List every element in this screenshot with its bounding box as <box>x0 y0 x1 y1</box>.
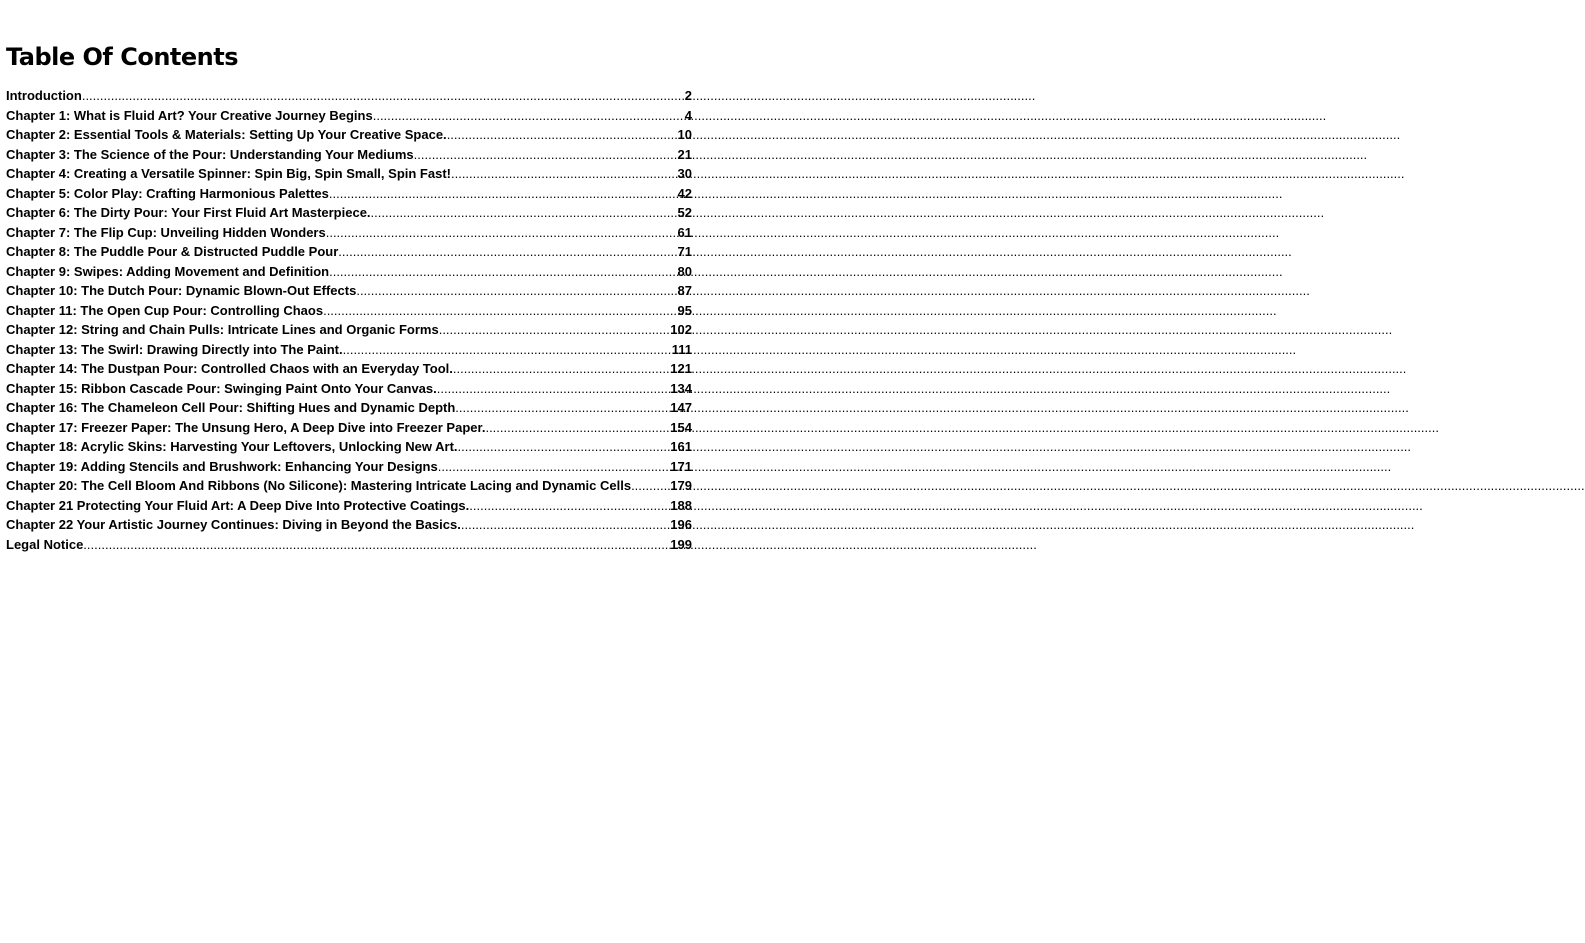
toc-entry-label: Chapter 13: The Swirl: Drawing Directly into The Paint. <box>6 341 343 357</box>
dot-leader <box>461 515 669 535</box>
dot-leader <box>371 203 677 223</box>
toc-entry-chapter-7[interactable] <box>6 223 692 243</box>
toc-entry-chapter-21[interactable] <box>6 496 692 516</box>
dot-leader <box>631 476 669 496</box>
toc-entry-label: Chapter 10: The Dutch Pour: Dynamic Blown-Out Effects <box>6 283 357 298</box>
toc-entry-label: Chapter 19: Adding Stencils and Brushwork: Enhancing Your Designs <box>6 458 438 474</box>
dot-leader <box>329 262 676 282</box>
dot-leader <box>329 184 677 204</box>
toc-entry-introduction[interactable] <box>6 86 692 106</box>
dot-leader <box>451 164 677 184</box>
toc-entry-page: 147 <box>670 400 692 415</box>
dot-leader <box>453 359 669 379</box>
table-of-contents <box>6 86 692 554</box>
toc-entry-label: Chapter 9: Swipes: Adding Movement and Definition <box>6 263 330 279</box>
toc-entry-chapter-1[interactable] <box>6 106 692 126</box>
dot-leader <box>437 379 670 399</box>
toc-entry-page: 61 <box>677 224 692 240</box>
dot-leader <box>439 320 670 340</box>
toc-entry-chapter-13[interactable] <box>6 340 692 360</box>
toc-entry-chapter-15[interactable] <box>6 379 692 399</box>
toc-entry-page: 179 <box>670 478 692 493</box>
toc-entry-chapter-6[interactable] <box>6 203 692 223</box>
dot-leader <box>356 281 676 301</box>
toc-entry-page: 95 <box>677 302 692 318</box>
toc-entry-page: 4 <box>684 107 692 123</box>
toc-entry-label: Chapter 18: Acrylic Skins: Harvesting Your Leftovers, Unlocking New Art. <box>6 439 458 454</box>
toc-entry-label: Chapter 6: The Dirty Pour: Your First Fluid Art Masterpiece. <box>6 205 371 220</box>
toc-entry-chapter-2[interactable] <box>6 125 692 145</box>
toc-entry-chapter-10[interactable] <box>6 281 692 301</box>
toc-entry-page: 154 <box>670 419 692 435</box>
dot-leader <box>326 223 677 243</box>
toc-entry-page: 10 <box>677 127 692 142</box>
page-title: Table Of Contents <box>6 43 238 71</box>
toc-entry-label: Chapter 1: What is Fluid Art? Your Creative Journey Begins <box>6 107 373 123</box>
toc-entry-page: 80 <box>677 263 692 279</box>
toc-entry-page: 87 <box>677 283 692 298</box>
toc-entry-chapter-9[interactable] <box>6 262 692 282</box>
toc-entry-label: Legal Notice <box>6 536 84 552</box>
dot-leader <box>343 340 671 360</box>
dot-leader <box>414 145 677 165</box>
dot-leader <box>469 496 669 516</box>
dot-leader <box>447 125 677 145</box>
toc-entry-label: Chapter 8: The Puddle Pour & Distructed Puddle Pour <box>6 244 339 259</box>
toc-entry-chapter-8[interactable] <box>6 242 692 262</box>
toc-entry-page: 42 <box>677 185 692 201</box>
toc-entry-page: 196 <box>670 517 692 532</box>
toc-entry-page: 188 <box>670 497 692 513</box>
dot-leader <box>338 242 676 262</box>
toc-entry-page: 161 <box>670 439 692 454</box>
toc-entry-label: Chapter 22 Your Artistic Journey Continues: Diving in Beyond the Basics. <box>6 517 461 532</box>
dot-leader <box>455 398 669 418</box>
toc-entry-chapter-16[interactable] <box>6 398 692 418</box>
toc-entry-label: Chapter 7: The Flip Cup: Unveiling Hidden Wonders <box>6 224 326 240</box>
toc-entry-label: Introduction <box>6 88 82 103</box>
toc-entry-chapter-19[interactable] <box>6 457 692 477</box>
toc-entry-legal-notice[interactable] <box>6 535 692 555</box>
toc-entry-page: 121 <box>670 361 692 376</box>
toc-entry-page: 21 <box>677 146 692 162</box>
toc-entry-label: Chapter 16: The Chameleon Cell Pour: Shifting Hues and Dynamic Depth <box>6 400 456 415</box>
toc-entry-chapter-11[interactable] <box>6 301 692 321</box>
toc-entry-label: Chapter 2: Essential Tools & Materials: Setting Up Your Creative Space. <box>6 127 447 142</box>
toc-entry-page: 52 <box>677 205 692 220</box>
toc-entry-label: Chapter 17: Freezer Paper: The Unsung Hero, A Deep Dive into Freezer Paper. <box>6 419 486 435</box>
toc-entry-page: 30 <box>677 166 692 181</box>
toc-entry-label: Chapter 11: The Open Cup Pour: Controlling Chaos <box>6 302 324 318</box>
toc-entry-chapter-18[interactable] <box>6 437 692 457</box>
toc-entry-chapter-17[interactable] <box>6 418 692 438</box>
toc-entry-page: 199 <box>670 536 692 552</box>
toc-entry-chapter-22[interactable] <box>6 515 692 535</box>
dot-leader <box>82 86 684 106</box>
toc-entry-chapter-4[interactable] <box>6 164 692 184</box>
toc-entry-label: Chapter 4: Creating a Versatile Spinner: Spin Big, Spin Small, Spin Fast! <box>6 166 451 181</box>
toc-entry-chapter-3[interactable] <box>6 145 692 165</box>
dot-leader <box>323 301 676 321</box>
toc-entry-page: 134 <box>670 380 692 396</box>
toc-entry-page: 171 <box>670 458 692 474</box>
toc-entry-label: Chapter 14: The Dustpan Pour: Controlled Chaos with an Everyday Tool. <box>6 361 453 376</box>
toc-entry-label: Chapter 20: The Cell Bloom And Ribbons (No Silicone): Mastering Intricate Lacing and Dynamic Cells <box>6 478 632 493</box>
toc-entry-label: Chapter 21 Protecting Your Fluid Art: A Deep Dive Into Protective Coatings. <box>6 497 470 513</box>
document-page <box>6 40 692 554</box>
toc-entry-label: Chapter 3: The Science of the Pour: Understanding Your Mediums <box>6 146 414 162</box>
dot-leader <box>485 418 669 438</box>
dot-leader <box>458 437 670 457</box>
toc-entry-page: 111 <box>671 341 692 357</box>
toc-entry-chapter-5[interactable] <box>6 184 692 204</box>
toc-entry-page: 71 <box>677 244 692 259</box>
toc-entry-page: 102 <box>670 322 692 337</box>
dot-leader <box>373 106 684 126</box>
toc-entry-label: Chapter 15: Ribbon Cascade Pour: Swinging Paint Onto Your Canvas. <box>6 380 437 396</box>
dot-leader <box>438 457 670 477</box>
toc-entry-chapter-14[interactable] <box>6 359 692 379</box>
toc-entry-chapter-20[interactable] <box>6 476 692 496</box>
toc-entry-chapter-12[interactable] <box>6 320 692 340</box>
dot-leader <box>83 535 669 555</box>
toc-entry-label: Chapter 12: String and Chain Pulls: Intricate Lines and Organic Forms <box>6 322 439 337</box>
toc-entry-label: Chapter 5: Color Play: Crafting Harmonious Palettes <box>6 185 329 201</box>
toc-entry-page: 2 <box>684 88 692 103</box>
